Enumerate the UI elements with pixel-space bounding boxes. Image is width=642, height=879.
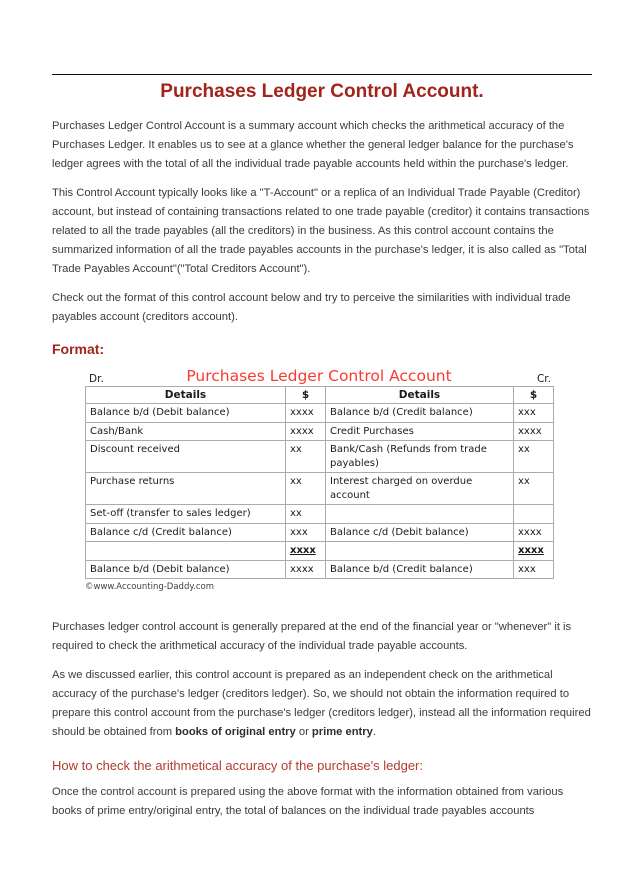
copyright-caption: ©www.Accounting-Daddy.com <box>85 582 215 592</box>
credit-detail-cell: Balance b/d (Credit balance) <box>326 404 514 423</box>
credit-detail-cell: Credit Purchases <box>326 422 514 441</box>
credit-amount-cell <box>514 505 554 524</box>
column-header-details-credit: Details <box>326 387 514 404</box>
debit-amount-cell: xx <box>286 441 326 473</box>
credit-detail-cell: Interest charged on overdue account <box>326 473 514 505</box>
credit-amount-cell: xxxx <box>514 523 554 542</box>
table-row <box>86 473 554 505</box>
paragraph-once: Once the control account is prepared using the above format with the information obtained from various books of prime entry/original entry, the total of balances on the individual trade payables accounts <box>52 786 564 817</box>
table-row <box>86 404 554 423</box>
format-label: Format: <box>52 341 105 357</box>
debit-amount-cell: xx <box>286 505 326 524</box>
paragraph-discussed <box>52 666 592 742</box>
credit-amount-cell: xxx <box>514 404 554 423</box>
paragraph-discussed-part2: or <box>295 726 312 738</box>
credit-detail-cell: Bank/Cash (Refunds from trade payables) <box>326 441 514 473</box>
credit-amount-cell: xxxx <box>514 422 554 441</box>
table-header-row <box>86 387 554 404</box>
debit-detail-cell: Balance b/d (Debit balance) <box>86 404 286 423</box>
credit-amount-cell: xx <box>514 473 554 505</box>
control-account-format <box>85 367 553 592</box>
credit-detail-cell <box>326 542 514 561</box>
debit-detail-cell: Purchase returns <box>86 473 286 505</box>
table-row <box>86 441 554 473</box>
section-heading-how-to-check: How to check the arithmetical accuracy of the purchase's ledger: <box>52 758 423 773</box>
top-divider <box>52 74 592 75</box>
intro-paragraph-2: This Control Account typically looks like a "T-Account" or a replica of an Individual Trade Payable (Creditor) account, but instead of containing transactions related to one trade payable (creditor) it contains transactions related to all the trade payables (all the creditors) in the business. As this control account contains the summarized information of all the trade payables accounts in the purchase's ledger, it is also called as "Total Trade Payables Account"("Total Creditors Account"). <box>52 187 590 275</box>
document-page <box>0 74 642 821</box>
credit-side-label: Cr. <box>536 373 551 385</box>
account-header <box>85 367 553 385</box>
debit-side-label: Dr. <box>89 373 104 385</box>
paragraph-prepared: Purchases ledger control account is generally prepared at the end of the financial year or "whenever" it is required to check the arithmetical accuracy of the individual trade payable accounts. <box>52 621 572 652</box>
debit-amount-cell: xx <box>286 473 326 505</box>
intro-paragraph-1: Purchases Ledger Control Account is a summary account which checks the arithmetical accuracy of the Purchases Ledger. It enables us to see at a glance whether the general ledger balance for the purchase's ledger agrees with the total of all the individual trade payable accounts held within the purchase's ledger. <box>52 120 574 170</box>
table-row <box>86 523 554 542</box>
column-header-amount-debit: $ <box>286 387 326 404</box>
column-header-amount-credit: $ <box>514 387 554 404</box>
account-table <box>85 386 554 579</box>
bold-books-of-original-entry: books of original entry <box>175 726 296 738</box>
account-title: Purchases Ledger Control Account <box>186 367 452 385</box>
debit-detail-cell: Balance b/d (Debit balance) <box>86 560 286 579</box>
debit-amount-cell: xxxx <box>286 560 326 579</box>
table-row <box>86 560 554 579</box>
table-row <box>86 422 554 441</box>
credit-amount-cell: xx <box>514 441 554 473</box>
credit-amount-cell: xxx <box>514 560 554 579</box>
credit-detail-cell: Balance b/d (Credit balance) <box>326 560 514 579</box>
credit-detail-cell <box>326 505 514 524</box>
intro-paragraph-3: Check out the format of this control account below and try to perceive the similarities with individual trade payables account (creditors account). <box>52 292 571 323</box>
table-row <box>86 505 554 524</box>
page-title: Purchases Ledger Control Account. <box>160 81 484 102</box>
debit-amount-cell: xxxx <box>286 422 326 441</box>
debit-detail-cell: Set-off (transfer to sales ledger) <box>86 505 286 524</box>
column-header-details-debit: Details <box>86 387 286 404</box>
bold-prime-entry: prime entry <box>311 726 373 738</box>
paragraph-discussed-part1: As we discussed earlier, this control account is prepared as an independent check on the arithmetical accuracy of the purchase's ledger (creditors ledger). So, we should not obtain the information required to prepare this control account from the purchase's ledger (creditors ledger), instead all the information required should be obtained from <box>52 669 591 738</box>
debit-total-cell: xxxx <box>286 542 326 561</box>
paragraph-discussed-part3: . <box>372 726 376 738</box>
table-total-row <box>86 542 554 561</box>
debit-detail-cell: Balance c/d (Credit balance) <box>86 523 286 542</box>
credit-total-cell: xxxx <box>514 542 554 561</box>
debit-detail-cell: Cash/Bank <box>86 422 286 441</box>
debit-detail-cell <box>86 542 286 561</box>
debit-amount-cell: xxxx <box>286 404 326 423</box>
debit-detail-cell: Discount received <box>86 441 286 473</box>
credit-detail-cell: Balance c/d (Debit balance) <box>326 523 514 542</box>
debit-amount-cell: xxx <box>286 523 326 542</box>
